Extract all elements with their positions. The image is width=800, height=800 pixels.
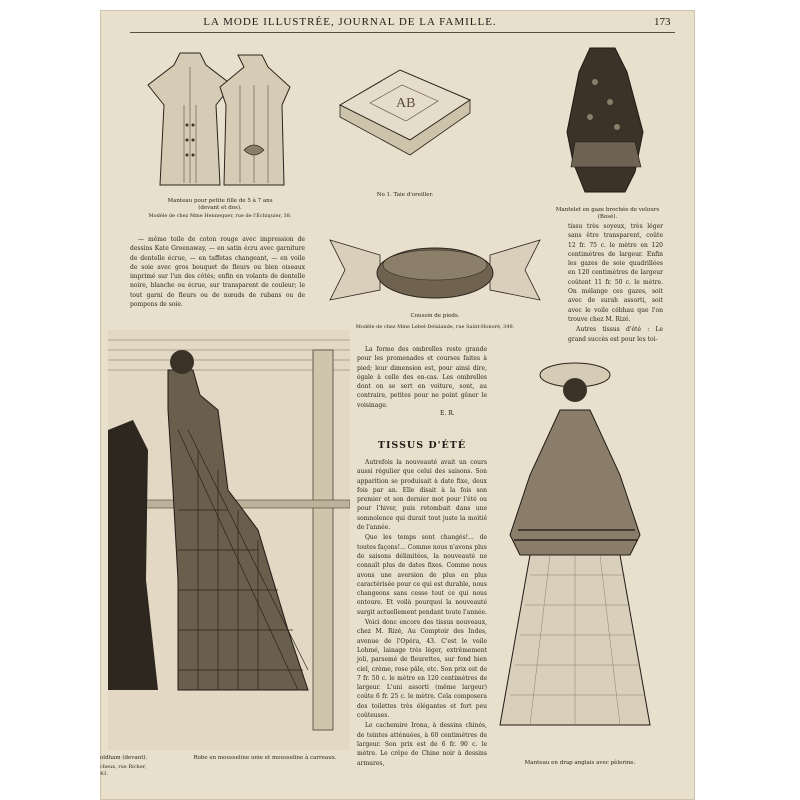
childs-coat-illustration (140, 45, 300, 195)
umbrella-paragraph: La forme des ombrelles reste grande pour les promenades et courses faites à pied; leur dimension est, pour ainsi dire, égale à celle des en-cas. Les ombrelles dont on se sert en voiture, sont, au contraire, petites pour ne point gêner le voisinage. (357, 346, 487, 409)
right-column-text (568, 222, 663, 345)
mantelet-caption-line2: (Bosé). (597, 214, 618, 220)
pillow-illustration (330, 65, 480, 175)
left-column-text (130, 235, 305, 310)
right-column-paragraph-2: Autres tissus d'été : Le grand succès est pour les toi- (568, 326, 663, 343)
page-number: 173 (654, 16, 671, 28)
article-paragraph-4: Le cachemire Irona, à dessins chinés, de teintes atténuées, à 60 centimètres de largeur. Son prix est de 6 fr. 90 c. le mètre. Le crêpe de Chine noir à dessins armures, (357, 722, 487, 767)
header-rule (130, 32, 675, 33)
mantelet-caption-line1: Mantelet en gaze brochée de velours (555, 207, 660, 213)
page-header-title: LA MODE ILLUSTRÉE, JOURNAL DE LA FAMILLE. (203, 16, 497, 28)
dress-caption: Robe en mousseline unie et mousseline à carreaux. (193, 755, 337, 761)
foot-cushion-illustration (320, 225, 550, 310)
right-column-paragraph: tissu très soyeux, très léger sans être transparent, coûte 12 fr. 75 c. le mètre en 120 centimètres de largeur. Enfin les gazes de soie quadrillées en 120 centimètres de largeur coûtent 11 fr. 50 c. le mètre. On mélange ces gazes, soit avec de surah assorti, soit avec le voile cébhau que l'on trouve chez M. Rizé. (568, 223, 663, 323)
signature-er: E. R. (440, 410, 455, 417)
cushion-caption-source: Modèle de chez Mme Lebel-Delalande, rue Saint-Honoré, 349. (355, 324, 515, 330)
mantelet-illustration (555, 42, 655, 202)
article-paragraph-3: Voici donc encore des tissus nouveaux, chez M. Rizé, Au Comptoir des Indes, avenue de l'Opéra, 43. C'est le voile Lohmé, lainage très léger, extrêmement joli, parsemé de fleurettes, sur fond bien ciel, crème, rose pâle, etc. Son prix est de 7 fr. 50 c. le mètre en 120 centimètres de largeur. L'uni assorti (même largeur) coûte 6 fr. 25 c. le mètre. Cela composera des toilettes très élégantes et fort peu coûteuses. (357, 619, 487, 720)
svg-text:AB: AB (396, 96, 416, 111)
left-column-paragraph: — même toile de coton rouge avec impression de dessins Kate Greenaway, — en satin écru avec garniture de dentelle écrue, — en taffetas changeant, — en voile de soie avec gros bouquet de fleurs ou bien oiseaux imprimé sur l'un des côtés; enfin en volants de dentelle noire, blanche ou écrue, sur transparent de couleur; le tout garni de fleurs ou de nœuds de rubans ou de pompons de soie. (130, 236, 305, 309)
coat-woman-caption: Manteau en drap anglais avec pèlerine. (524, 760, 636, 766)
article-title: TISSUS D'ÉTÉ (377, 440, 467, 451)
bottom-left-caption-2: cheux, rue Richer, 43. (100, 764, 147, 777)
bottom-left-caption-1: oldham (devant). (100, 755, 148, 761)
pillow-caption: No 1. Taie d'oreiller. (376, 192, 434, 198)
umbrella-paragraph-block (357, 345, 487, 411)
dresses-illustration (108, 330, 350, 750)
coat-woman-illustration (490, 355, 660, 755)
cushion-caption: Coussin de pieds. (410, 313, 460, 319)
coat-caption-line2: (devant et dos). (198, 205, 242, 211)
article-paragraph-2: Que les temps sont changés!... de toutes façons!... Comme nous n'avons plus de saisons délimitées, la nouveauté ne connaît plus de dates fixes. Comme nous avons une aversion de plus en plus caractérisée pour ce qui est durable, nous changeons sans cesse tout ce qui nous entoure. Et voilà pourquoi la nouveauté surgit actuellement pendant toute l'année. (357, 534, 487, 616)
coat-caption-source: Modèle de chez Mme Hennequer, rue de l'Échiquier, 38. (148, 213, 292, 219)
coat-caption-line1: Manteau pour petite fille de 5 à 7 ans (167, 198, 273, 204)
article-paragraph-1: Autrefois la nouveauté avait un cours aussi régulier que celui des saisons. Son apparition se produisait à date fixe, deux fois par an. Elle disait à la fois son premier et son dernier mot pour l'été ou pour l'hiver, puis retombait dans une somnolence qui durait tout juste la moitié de l'année. (357, 459, 487, 532)
article-body (357, 458, 487, 769)
